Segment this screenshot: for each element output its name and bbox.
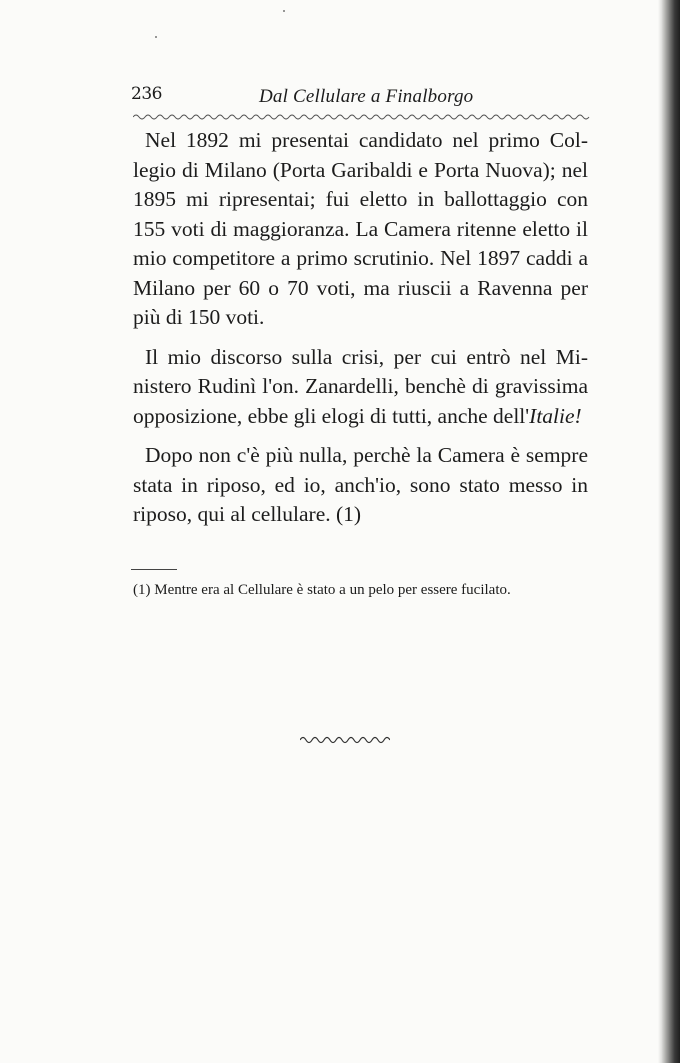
paragraph-text: Il mio discorso sulla crisi, per cui entrò nel Ministero Rudinì l'on. Zanardelli, benchè di gravissima opposizione, ebbe gli elogi di tutti, anche dell' xyxy=(133,344,588,428)
header-wavy-rule xyxy=(133,112,593,122)
main-text xyxy=(133,126,588,540)
ink-speck xyxy=(283,10,285,12)
italic-title: Italie! xyxy=(529,403,582,428)
paragraph xyxy=(133,343,588,432)
book-spine xyxy=(662,0,680,1063)
paragraph: Dopo non c'è più nulla, perchè la Camera è sempre stata in riposo, ed io, anch'io, sono stato messo in riposo, qui al cellulare. (1) xyxy=(133,443,588,526)
ink-speck xyxy=(155,36,157,38)
page-number: 236 xyxy=(131,84,162,104)
footnote xyxy=(133,578,588,603)
end-ornament-wavy-line xyxy=(300,734,390,746)
page-header xyxy=(131,78,591,114)
footnote-text: (1) Mentre era al Cellulare è stato a un pelo per essere fucilato. xyxy=(133,582,511,598)
footnote-rule xyxy=(131,569,177,570)
paragraph: Nel 1892 mi presentai candidato nel primo Collegio di Milano (Porta Garibaldi e Porta Nuova); nel 1895 mi ripresentai; fui eletto in ballottaggio con 155 voti di maggioranza. La Camera ritenne eletto il mio competitore a primo scrutinio. Nel 1897 caddi a Milano per 60 o 70 voti, ma riuscii a Ravenna per più di 150 voti. xyxy=(133,128,588,329)
running-title: Dal Cellulare a Finalborgo xyxy=(259,86,474,107)
